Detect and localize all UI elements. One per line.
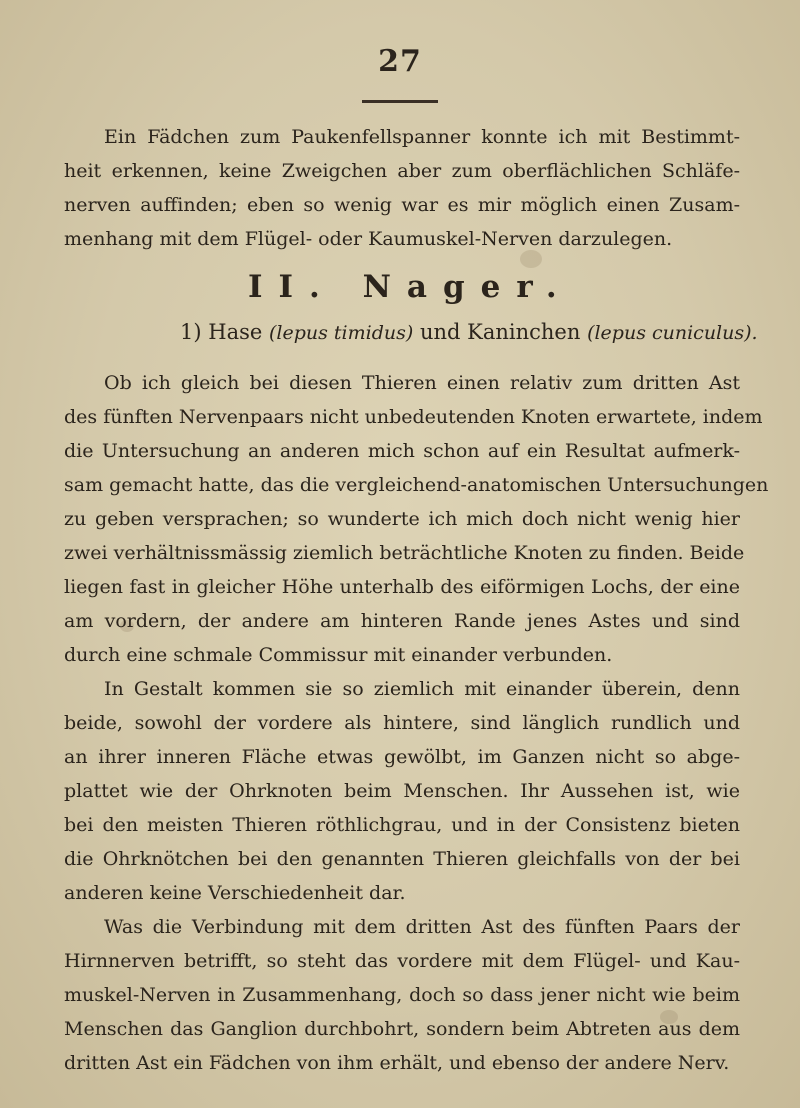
text-line: zwei verhältnissmässig ziemlich beträchtliche Knoten zu finden. Beide	[64, 542, 745, 564]
text-line: durch eine schmale Commissur mit einander verbunden.	[64, 644, 613, 666]
text-line: des fünften Nervenpaars nicht unbedeutenden Knoten erwartete, indem	[64, 406, 763, 428]
text-line: sam gemacht hatte, das die vergleichend-anatomischen Untersuchungen	[64, 474, 769, 496]
text-line: muskel-Nerven in Zusammenhang, doch so dass jener nicht wie beim	[64, 984, 740, 1006]
subheading-latin-2: (lepus cuniculus).	[587, 322, 758, 344]
text-line: Ob ich gleich bei diesen Thieren einen relativ zum dritten Ast	[104, 372, 740, 394]
text-line: Ein Fädchen zum Paukenfellspanner konnte ich mit Bestimmt-	[104, 126, 740, 148]
text-line: die Ohrknötchen bei den genannten Thieren gleichfalls von der bei	[64, 848, 740, 870]
page-number-rule	[362, 100, 438, 103]
subheading	[180, 312, 758, 352]
text-line: dritten Ast ein Fädchen von ihm erhält, und ebenso der andere Nerv.	[64, 1052, 730, 1074]
subheading-number: 1)	[180, 320, 202, 344]
text-line: nerven auffinden; eben so wenig war es mir möglich einen Zusam-	[64, 194, 740, 216]
subheading-animal-2: Kaninchen	[467, 320, 581, 344]
subheading-animal-1: Hase	[208, 320, 263, 344]
text-line: beide, sowohl der vordere als hintere, sind länglich rundlich und	[64, 712, 740, 734]
text-line: Hirnnerven betrifft, so steht das vordere mit dem Flügel- und Kau-	[64, 950, 740, 972]
text-line: plattet wie der Ohrknoten beim Menschen. Ihr Aussehen ist, wie	[64, 780, 740, 802]
text-line: anderen keine Verschiedenheit dar.	[64, 882, 406, 904]
text-line: am vordern, der andere am hinteren Rande jenes Astes und sind	[64, 610, 740, 632]
subheading-latin-1: (lepus timidus)	[268, 322, 414, 344]
text-line: die Untersuchung an anderen mich schon auf ein Resultat aufmerk-	[64, 440, 740, 462]
text-line: Menschen das Ganglion durchbohrt, sondern beim Abtreten aus dem	[64, 1018, 740, 1040]
text-line: heit erkennen, keine Zweigchen aber zum oberflächlichen Schläfe-	[64, 160, 740, 182]
text-line: an ihrer inneren Fläche etwas gewölbt, im Ganzen nicht so abge-	[64, 746, 740, 768]
text-line: Was die Verbindung mit dem dritten Ast des fünften Paars der	[104, 916, 740, 938]
text-line: menhang mit dem Flügel- oder Kaumuskel-Nerven darzulegen.	[64, 228, 673, 250]
text-line: liegen fast in gleicher Höhe unterhalb des eiförmigen Lochs, der eine	[64, 576, 740, 598]
text-line: In Gestalt kommen sie so ziemlich mit einander überein, denn	[104, 678, 740, 700]
section-heading: II. Nager.	[248, 269, 573, 305]
text-line: zu geben versprachen; so wunderte ich mich doch nicht wenig hier	[64, 508, 740, 530]
subheading-conjunction: und	[419, 320, 461, 344]
text-line: bei den meisten Thieren röthlichgrau, und in der Consistenz bieten	[64, 814, 740, 836]
page-number: 27	[378, 44, 422, 79]
